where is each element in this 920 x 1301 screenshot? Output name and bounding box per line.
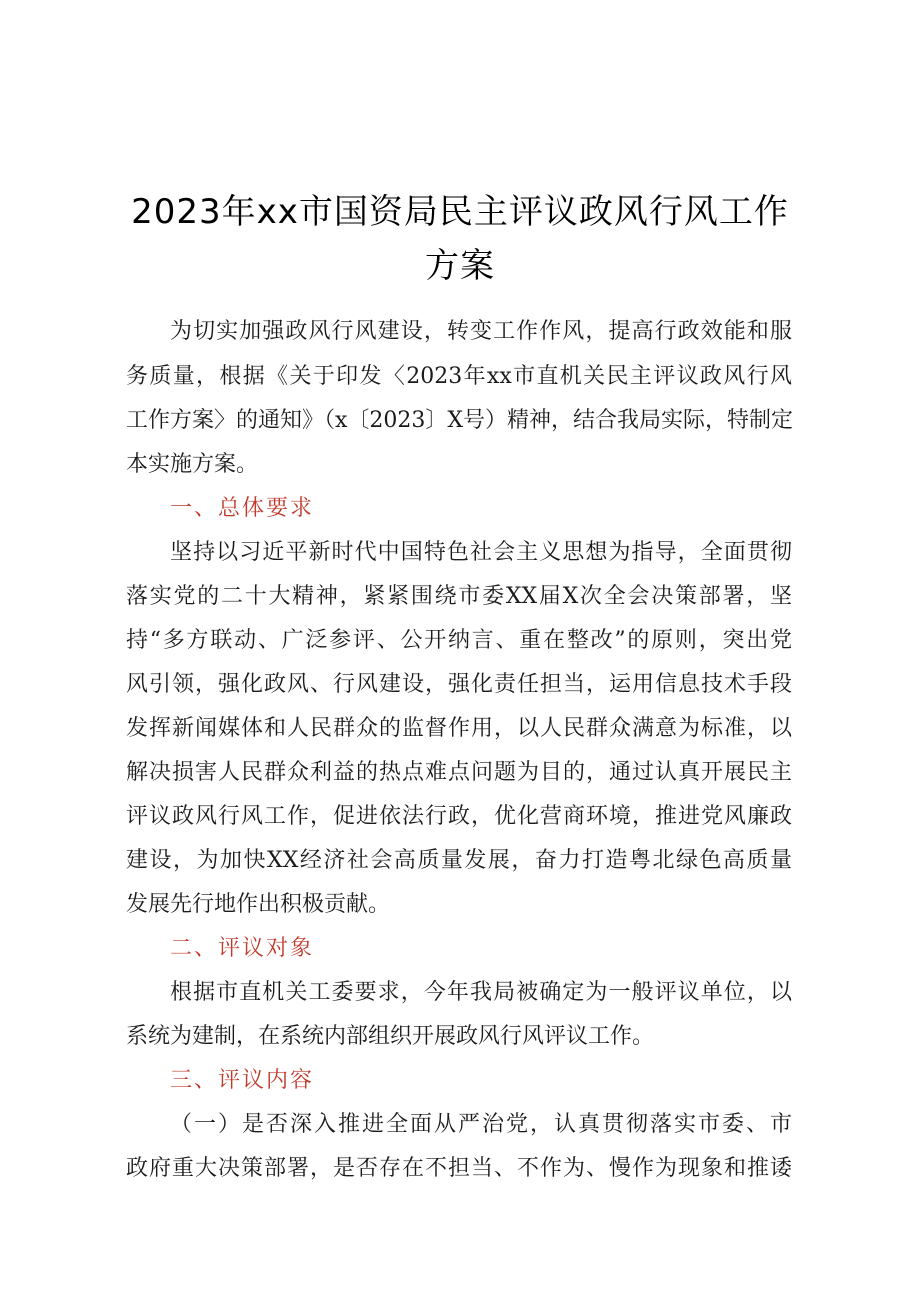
section-heading-review-content: 三、评议内容 [170,1068,315,1093]
intro-line: 为切实加强政风行风建设，转变工作作风，提高行政效能和服 [170,319,792,344]
document-title-line-2: 方案 [425,246,495,286]
section1-line: 风引领，强化政风、行风建设，强化责任担当，运用信息技术手段 [126,672,792,697]
intro-line: 工作方案〉的通知》（x〔2023〕X号）精神，结合我局实际，特制定 [126,408,794,433]
intro-line: 本实施方案。 [126,452,259,477]
section1-line: 建设，为加快XX经济社会高质量发展，奋力打造粤北绿色高质量 [126,848,792,873]
section1-line: 坚持以习近平新时代中国特色社会主义思想为指导，全面贯彻 [170,540,792,565]
section1-line: 评议政风行风工作，促进依法行政，优化营商环境，推进党风廉政 [126,804,792,829]
section3-line: 政府重大决策部署，是否存在不担当、不作为、慢作为现象和推诿 [126,1156,792,1181]
section1-line: 发挥新闻媒体和人民群众的监督作用，以人民群众满意为标准，以 [126,716,792,741]
section2-line: 系统为建制，在系统内部组织开展政风行风评议工作。 [126,1024,655,1049]
intro-line: 务质量，根据《关于印发〈2023年xx市直机关民主评议政风行风 [126,364,792,389]
section2-line: 根据市直机关工委要求，今年我局被确定为一般评议单位，以 [170,980,792,1005]
document-title-line-1: 2023年xx市国资局民主评议政风行风工作 [131,192,789,232]
section1-line: 发展先行地作出积极贡献。 [126,892,391,917]
section1-line: 落实党的二十大精神，紧紧围绕市委XX届X次全会决策部署，坚 [126,584,792,609]
section1-line: 解决损害人民群众利益的热点难点问题为目的，通过认真开展民主 [126,760,792,785]
section-heading-review-targets: 二、评议对象 [170,936,315,961]
section1-line: 持“多方联动、广泛参评、公开纳言、重在整改”的原则，突出党 [126,628,792,653]
section-heading-general-requirements: 一、总体要求 [170,496,315,521]
section3-line: （一）是否深入推进全面从严治党，认真贯彻落实市委、市 [170,1112,792,1137]
